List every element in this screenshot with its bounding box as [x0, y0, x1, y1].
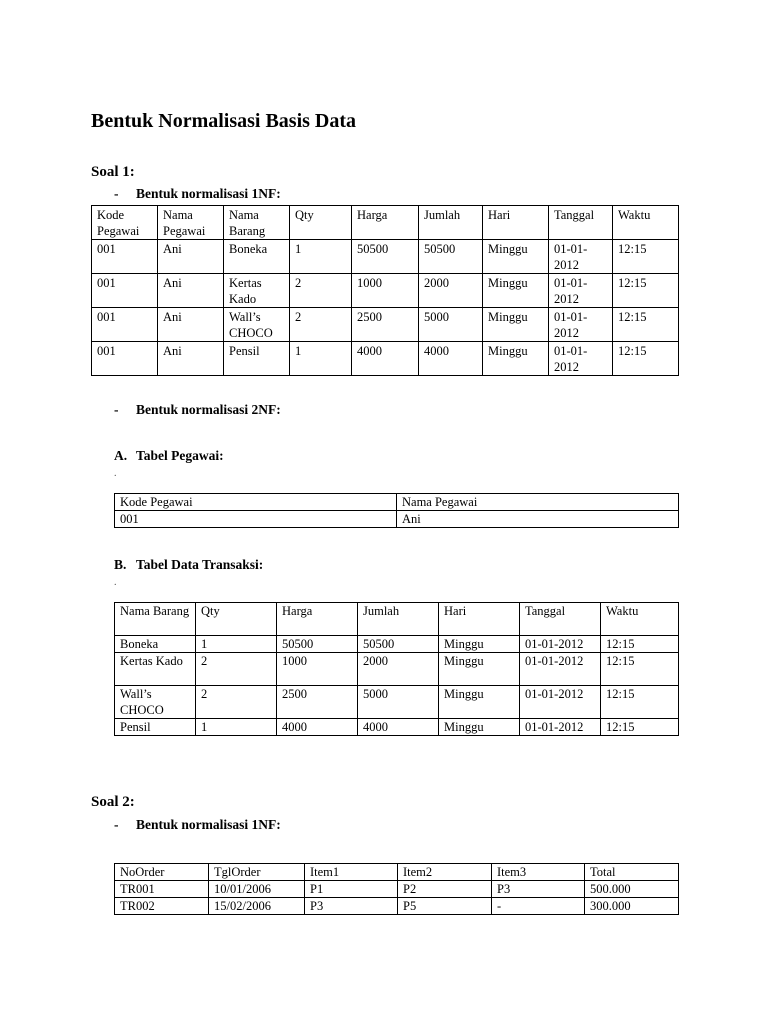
list-marker: . — [114, 577, 117, 588]
header-cell: Nama Barang — [115, 603, 196, 636]
table-cell: 5000 — [419, 308, 483, 342]
header-cell: Hari — [439, 603, 520, 636]
table-cell: 4000 — [352, 342, 419, 376]
table-row — [115, 636, 679, 653]
table-cell: 01-01-2012 — [520, 719, 601, 736]
table-cell: - — [492, 898, 585, 915]
bullet-dash: - — [114, 186, 119, 201]
soal2-nf1-label-text: Bentuk normalisasi 1NF: — [136, 817, 281, 832]
header-cell: Waktu — [601, 603, 679, 636]
table-cell: Minggu — [439, 636, 520, 653]
table-cell: Pensil — [115, 719, 196, 736]
table-cell: 01-01-2012 — [520, 636, 601, 653]
table-cell: TR001 — [115, 881, 209, 898]
list-marker: . — [114, 468, 117, 479]
table-cell: 1 — [290, 342, 352, 376]
table-cell: Pensil — [224, 342, 290, 376]
table-cell: 1 — [290, 240, 352, 274]
header-cell: NoOrder — [115, 864, 209, 881]
table-row — [115, 719, 679, 736]
header-cell: Nama Pegawai — [397, 494, 679, 511]
header-cell: Item3 — [492, 864, 585, 881]
soal2-nf1-label — [114, 817, 281, 833]
header-cell: Item1 — [305, 864, 398, 881]
table-cell: 50500 — [277, 636, 358, 653]
table-cell: 1 — [196, 636, 277, 653]
table-cell: 50500 — [352, 240, 419, 274]
soal1-1nf-table — [91, 205, 679, 376]
header-cell: Qty — [290, 206, 352, 240]
soal1-nf1-label-text: Bentuk normalisasi 1NF: — [136, 186, 281, 201]
table-cell: P3 — [492, 881, 585, 898]
tabel-pegawai-table — [114, 493, 679, 528]
header-cell: Tanggal — [549, 206, 613, 240]
header-cell: Nama Barang — [224, 206, 290, 240]
table-cell: 4000 — [277, 719, 358, 736]
table-cell: TR002 — [115, 898, 209, 915]
table-cell: 1000 — [352, 274, 419, 308]
header-cell: Total — [585, 864, 679, 881]
table-cell: 01-01-2012 — [549, 342, 613, 376]
soal1-nf2-label — [114, 402, 281, 418]
table-cell: 1000 — [277, 653, 358, 686]
table-cell: 01-01-2012 — [549, 274, 613, 308]
table-cell: P1 — [305, 881, 398, 898]
table-cell: Minggu — [483, 274, 549, 308]
header-cell: Waktu — [613, 206, 679, 240]
header-cell: Item2 — [398, 864, 492, 881]
table-cell: 50500 — [358, 636, 439, 653]
table-cell: Minggu — [483, 342, 549, 376]
table-cell: Ani — [158, 308, 224, 342]
table-cell: P5 — [398, 898, 492, 915]
document-title: Bentuk Normalisasi Basis Data — [91, 110, 357, 132]
table-cell: 12:15 — [613, 274, 679, 308]
table-cell: 12:15 — [613, 308, 679, 342]
bullet-dash: - — [114, 402, 119, 417]
table-cell: Minggu — [483, 308, 549, 342]
table-cell: 12:15 — [613, 240, 679, 274]
table-header-row — [92, 206, 679, 240]
header-cell: Tanggal — [520, 603, 601, 636]
table-cell: Kertas Kado — [115, 653, 196, 686]
header-cell: Kode Pegawai — [92, 206, 158, 240]
table-cell: 1 — [196, 719, 277, 736]
table-cell: Ani — [158, 240, 224, 274]
table-cell: 12:15 — [601, 636, 679, 653]
table-row — [92, 308, 679, 342]
table-cell: Minggu — [439, 653, 520, 686]
header-cell: Jumlah — [358, 603, 439, 636]
soal1-heading: Soal 1: — [91, 164, 135, 180]
table-cell: Minggu — [439, 719, 520, 736]
table-row — [92, 240, 679, 274]
table-cell: Wall’s CHOCO — [115, 686, 196, 719]
table-cell: 01-01-2012 — [549, 308, 613, 342]
header-cell: Kode Pegawai — [115, 494, 397, 511]
table-cell: 2 — [290, 308, 352, 342]
table-cell: 12:15 — [601, 719, 679, 736]
header-cell: Qty — [196, 603, 277, 636]
table-cell: Kertas Kado — [224, 274, 290, 308]
tabel-pegawai-label-text: Tabel Pegawai: — [136, 448, 224, 463]
header-cell: Jumlah — [419, 206, 483, 240]
table-row — [115, 898, 679, 915]
tabel-transaksi-label — [114, 557, 263, 573]
table-cell: Ani — [158, 342, 224, 376]
table-cell: 4000 — [358, 719, 439, 736]
header-cell: Hari — [483, 206, 549, 240]
table-cell: P3 — [305, 898, 398, 915]
table-cell: 01-01-2012 — [549, 240, 613, 274]
table-cell: Ani — [397, 511, 679, 528]
table-cell: Wall’s CHOCO — [224, 308, 290, 342]
table-row — [92, 274, 679, 308]
soal2-1nf-table — [114, 863, 679, 915]
table-row — [115, 653, 679, 686]
tabel-transaksi-label-text: Tabel Data Transaksi: — [136, 557, 264, 572]
header-cell: TglOrder — [209, 864, 305, 881]
table-cell: 001 — [92, 240, 158, 274]
table-cell: 10/01/2006 — [209, 881, 305, 898]
table-cell: 50500 — [419, 240, 483, 274]
table-cell: 12:15 — [601, 686, 679, 719]
table-cell: 2 — [196, 686, 277, 719]
table-row — [115, 881, 679, 898]
table-cell: 2000 — [358, 653, 439, 686]
list-letter: A. — [114, 448, 128, 463]
table-cell: Minggu — [439, 686, 520, 719]
soal2-heading: Soal 2: — [91, 794, 135, 810]
table-row — [115, 686, 679, 719]
tabel-transaksi-table — [114, 602, 679, 736]
table-header-row — [115, 603, 679, 636]
table-cell: 001 — [92, 308, 158, 342]
soal1-nf1-label — [114, 186, 281, 202]
table-cell: 2500 — [352, 308, 419, 342]
header-cell: Harga — [277, 603, 358, 636]
table-cell: 300.000 — [585, 898, 679, 915]
table-cell: 2 — [290, 274, 352, 308]
table-cell: Minggu — [483, 240, 549, 274]
header-cell: Nama Pegawai — [158, 206, 224, 240]
table-cell: 01-01-2012 — [520, 686, 601, 719]
table-cell: 01-01-2012 — [520, 653, 601, 686]
table-header-row — [115, 494, 679, 511]
table-cell: 2500 — [277, 686, 358, 719]
bullet-dash: - — [114, 817, 119, 832]
table-cell: Boneka — [224, 240, 290, 274]
table-cell: 001 — [92, 342, 158, 376]
table-row — [115, 511, 679, 528]
table-cell: 4000 — [419, 342, 483, 376]
table-cell: 12:15 — [613, 342, 679, 376]
table-cell: 001 — [115, 511, 397, 528]
table-header-row — [115, 864, 679, 881]
table-cell: Ani — [158, 274, 224, 308]
table-cell: 15/02/2006 — [209, 898, 305, 915]
table-cell: 001 — [92, 274, 158, 308]
table-cell: 5000 — [358, 686, 439, 719]
table-cell: Boneka — [115, 636, 196, 653]
table-cell: 12:15 — [601, 653, 679, 686]
table-cell: 2 — [196, 653, 277, 686]
tabel-pegawai-label — [114, 448, 224, 464]
list-letter: B. — [114, 557, 127, 572]
table-row — [92, 342, 679, 376]
table-cell: 500.000 — [585, 881, 679, 898]
soal1-nf2-label-text: Bentuk normalisasi 2NF: — [136, 402, 281, 417]
table-cell: 2000 — [419, 274, 483, 308]
header-cell: Harga — [352, 206, 419, 240]
table-cell: P2 — [398, 881, 492, 898]
